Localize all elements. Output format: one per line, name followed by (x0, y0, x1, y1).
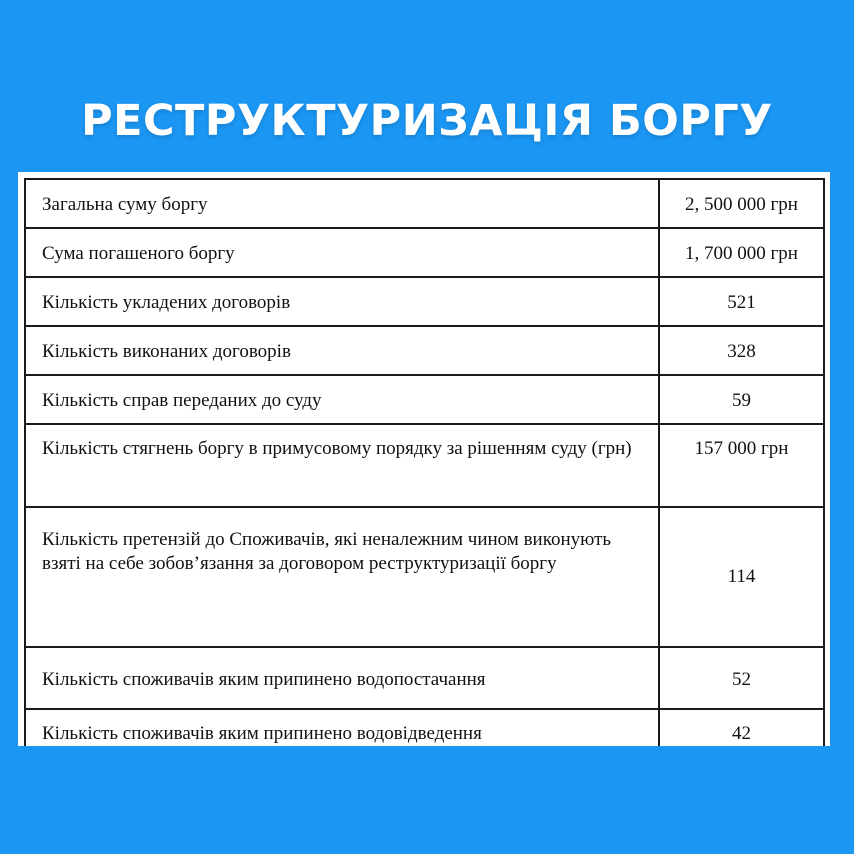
row-value: 59 (659, 375, 824, 424)
table-row (25, 507, 824, 647)
row-value: 52 (659, 647, 824, 709)
row-label: Загальна суму боргу (25, 179, 659, 228)
row-value: 328 (659, 326, 824, 375)
row-label: Кількість стягнень боргу в примусовому порядку за рішенням суду (грн) (25, 424, 659, 507)
row-value: 2, 500 000 грн (659, 179, 824, 228)
page-title: РЕСТРУКТУРИЗАЦІЯ БОРГУ (81, 96, 773, 146)
debt-restructuring-table (24, 178, 825, 746)
table-row (25, 424, 824, 507)
table-row (25, 179, 824, 228)
table-row (25, 375, 824, 424)
row-label: Сума погашеного боргу (25, 228, 659, 277)
row-label: Кількість споживачів яким припинено водовідведення (25, 709, 659, 746)
row-value: 1, 700 000 грн (659, 228, 824, 277)
row-label: Кількість виконаних договорів (25, 326, 659, 375)
table-row (25, 326, 824, 375)
document-sheet (18, 172, 830, 746)
table-row (25, 277, 824, 326)
row-label: Кількість справ переданих до суду (25, 375, 659, 424)
row-value: 157 000 грн (659, 424, 824, 507)
table-row (25, 647, 824, 709)
table-row (25, 228, 824, 277)
row-value: 114 (659, 507, 824, 647)
row-label: Кількість укладених договорів (25, 277, 659, 326)
row-label: Кількість споживачів яким припинено водопостачання (25, 647, 659, 709)
row-value: 521 (659, 277, 824, 326)
row-value: 42 (659, 709, 824, 746)
table-row (25, 709, 824, 746)
row-label: Кількість претензій до Споживачів, які неналежним чином виконують взяті на себе зобов’язання за договором реструктуризації боргу (25, 507, 659, 647)
